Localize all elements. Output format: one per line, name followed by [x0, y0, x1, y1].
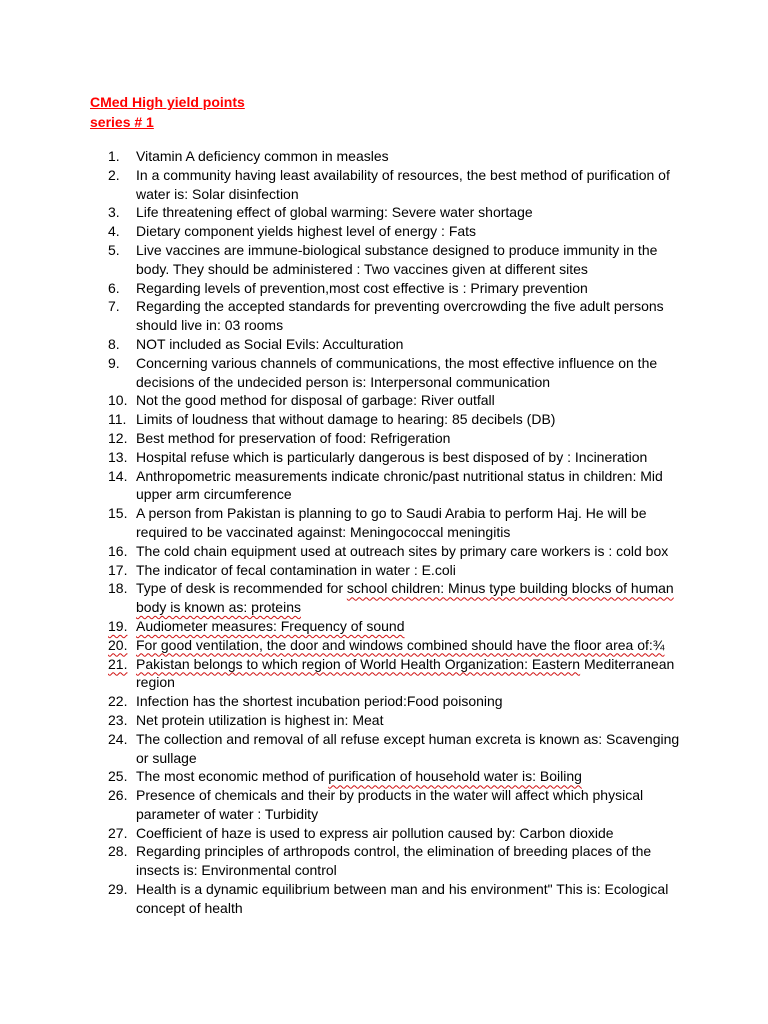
text-run: A person from Pakistan is planning to go to Saudi Arabia to perform Haj. He will be required to be vaccinated against: Meningococcal meningitis: [136, 505, 647, 540]
list-item: [108, 166, 683, 204]
list-item-text: [136, 579, 683, 617]
list-item: [108, 410, 683, 429]
numbered-list: [108, 147, 683, 918]
list-item-number: 10.: [108, 392, 128, 409]
list-item: [108, 504, 683, 542]
title-line-1: CMed High yield points: [90, 94, 245, 110]
list-item-text: [136, 504, 683, 542]
list-item-text: [136, 429, 683, 448]
list-item-number: 4.: [108, 223, 120, 240]
list-item-number: 3.: [108, 204, 120, 221]
list-item: [108, 279, 683, 298]
list-item-number: 5.: [108, 241, 120, 258]
text-run: Net protein utilization is highest in: Meat: [136, 711, 384, 728]
list-item-text: [136, 203, 683, 222]
list-item-text: [136, 561, 683, 580]
list-item-number: 14.: [108, 467, 128, 484]
list-item: [108, 429, 683, 448]
list-item-text: [136, 467, 683, 505]
text-run: Anthropometric measurements indicate chronic/past nutritional status in children: Mid upper arm circumference: [136, 467, 663, 503]
list-item-text: [136, 824, 683, 843]
spellcheck-flagged-text: Pakistan belongs to which region of World Health Organization: Eastern: [136, 655, 581, 672]
list-item-number: 19.: [108, 617, 128, 634]
list-item: [108, 448, 683, 467]
list-item-number: 28.: [108, 843, 128, 860]
list-item-number: 1.: [108, 148, 120, 164]
list-item: [108, 786, 683, 824]
text-run: Regarding the accepted standards for preventing overcrowding the five adult persons should live in: 03 rooms: [136, 298, 664, 334]
list-item: [108, 203, 683, 222]
spellcheck-flagged-text: For good ventilation, the door and windows combined should have the floor area of:¾: [136, 636, 665, 653]
list-item: [108, 391, 683, 410]
list-item-text: [136, 410, 683, 429]
text-run: Hospital refuse which is particularly dangerous is best disposed of by : Incineration: [136, 448, 648, 465]
list-item: [108, 297, 683, 335]
list-item-text: [136, 692, 683, 711]
list-item: [108, 222, 683, 241]
text-run: Infection has the shortest incubation period:Food poisoning: [136, 693, 503, 710]
list-item: [108, 880, 683, 918]
list-item: [108, 842, 683, 880]
list-item-text: [136, 842, 683, 880]
list-item-number: 16.: [108, 542, 128, 559]
list-item-number: 26.: [108, 787, 128, 804]
title-line-2: series # 1: [90, 114, 154, 130]
list-item-number: 15.: [108, 505, 128, 522]
list-item: [108, 579, 683, 617]
list-item-number: 11.: [108, 411, 127, 428]
spellcheck-flagged-text: purification of household water is: Boiling: [328, 768, 582, 785]
spellcheck-flagged-text: Audiometer measures: Frequency of sound: [136, 617, 405, 634]
list-item-text: [136, 542, 683, 561]
text-run: Live vaccines are immune-biological substance designed to produce immunity in the body. They should be administered : Two vaccines given at different sites: [136, 241, 658, 277]
text-run: The collection and removal of all refuse except human excreta is known as: Scavenging or sullage: [136, 730, 680, 766]
text-run: NOT included as Social Evils: Acculturation: [136, 335, 404, 352]
text-run: Limits of loudness that without damage to hearing: 85 decibels (DB): [136, 411, 556, 428]
list-item-number: 27.: [108, 824, 128, 841]
list-item-number: 8.: [108, 335, 120, 352]
list-item-number: 13.: [108, 448, 128, 465]
text-run: Best method for preservation of food: Refrigeration: [136, 429, 451, 446]
list-item-number: 23.: [108, 711, 128, 728]
list-item-text: [136, 730, 683, 768]
list-item-number: 24.: [108, 730, 128, 747]
list-item-text: [136, 448, 683, 467]
list-item-text: [136, 335, 683, 354]
list-item-number: 17.: [108, 561, 128, 578]
list-item: [108, 655, 683, 693]
list-item: [108, 354, 683, 392]
text-run: Vitamin A deficiency common in measles: [136, 148, 389, 164]
text-run: In a community having least availability of resources, the best method of purification of water is: Solar disinfection: [136, 166, 670, 202]
list-item-number: 21.: [108, 655, 128, 672]
text-run: Health is a dynamic equilibrium between man and his environment" This is: Ecological concept of health: [136, 881, 669, 916]
text-run: The most economic method of: [136, 768, 329, 785]
text-run: Coefficient of haze is used to express air pollution caused by: Carbon dioxide: [136, 824, 614, 841]
list-item-number: 25.: [108, 768, 128, 785]
text-run: Life threatening effect of global warming: Severe water shortage: [136, 204, 533, 221]
text-run: Presence of chemicals and their by products in the water will affect which physical parameter of water : Turbidity: [136, 787, 644, 822]
list-item: [108, 241, 683, 279]
list-item: [108, 692, 683, 711]
list-item-number: 18.: [108, 580, 128, 597]
list-item-text: [136, 147, 683, 166]
list-item-text: [136, 391, 683, 410]
list-item-text: [136, 786, 683, 824]
list-item-text: [136, 767, 683, 786]
document-title: [90, 92, 245, 132]
text-run: Type of desk is recommended for: [136, 580, 347, 597]
list-item-text: [136, 880, 683, 918]
list-item-number: 20.: [108, 636, 128, 653]
list-item-number: 9.: [108, 354, 120, 371]
list-item-text: [136, 636, 683, 655]
list-item: [108, 711, 683, 730]
list-item: [108, 636, 683, 655]
list-item-text: [136, 297, 683, 335]
list-item-text: [136, 166, 683, 204]
list-item: [108, 561, 683, 580]
text-run: Concerning various channels of communications, the most effective influence on the decisions of the undecided person is: Interpersonal communication: [136, 354, 658, 390]
text-run: Regarding levels of prevention,most cost effective is : Primary prevention: [136, 279, 588, 296]
list-item: [108, 824, 683, 843]
list-item-text: [136, 655, 683, 693]
text-run: Not the good method for disposal of garbage: River outfall: [136, 392, 495, 409]
list-item: [108, 767, 683, 786]
list-item-text: [136, 711, 683, 730]
list-item-text: [136, 354, 683, 392]
list-item: [108, 730, 683, 768]
list-item-text: [136, 241, 683, 279]
list-item-number: 29.: [108, 881, 128, 898]
text-run: Mediterranean region: [136, 655, 675, 691]
list-item-number: 22.: [108, 693, 128, 710]
spellcheck-flagged-text: school children: Minus type building blocks of human body is known as: proteins: [136, 580, 674, 616]
list-item-number: 6.: [108, 279, 120, 296]
list-item: [108, 542, 683, 561]
list-item-number: 12.: [108, 429, 128, 446]
text-run: The cold chain equipment used at outreach sites by primary care workers is : cold box: [136, 542, 669, 559]
list-item-text: [136, 222, 683, 241]
text-run: Dietary component yields highest level of energy : Fats: [136, 223, 477, 240]
list-item-number: 2.: [108, 166, 120, 183]
list-item-text: [136, 279, 683, 298]
list-item: [108, 335, 683, 354]
list-item: [108, 467, 683, 505]
text-run: The indicator of fecal contamination in water : E.coli: [136, 561, 456, 578]
text-run: Regarding principles of arthropods control, the elimination of breeding places of the insects is: Environmental control: [136, 843, 652, 879]
list-item-number: 7.: [108, 298, 120, 315]
list-item: [108, 617, 683, 636]
list-item: [108, 147, 683, 166]
list-item-text: [136, 617, 683, 636]
